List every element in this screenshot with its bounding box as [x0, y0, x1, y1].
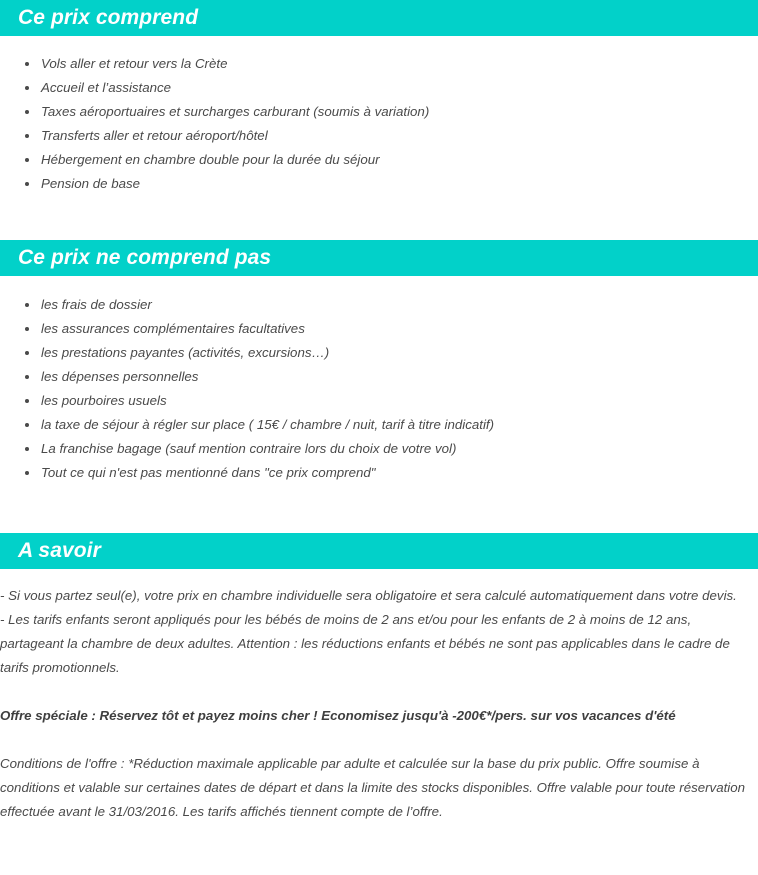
section-title-not-included: Ce prix ne comprend pas [18, 246, 272, 269]
special-offer-text: Offre spéciale : Réservez tôt et payez moins cher ! Economisez jusqu'à -200€*/pers. sur vos vacances d'été [0, 708, 676, 723]
note-single-traveller: - Si vous partez seul(e), votre prix en chambre individuelle sera obligatoire et sera calculé automatiquement dans votre devis. [0, 588, 737, 603]
paragraph-spacer [0, 680, 758, 704]
section-header-not-included [0, 240, 758, 276]
list-item: les frais de dossier [0, 293, 758, 317]
list-item: Vols aller et retour vers la Crète [0, 52, 758, 76]
list-item: Taxes aéroportuaires et surcharges carburant (soumis à variation) [0, 100, 758, 124]
list-item: les prestations payantes (activités, excursions…) [0, 341, 758, 365]
list-item: Transferts aller et retour aéroport/hôtel [0, 124, 758, 148]
list-item: Accueil et l’assistance [0, 76, 758, 100]
not-included-items-list [0, 276, 758, 485]
list-item: les dépenses personnelles [0, 365, 758, 389]
list-item: Pension de base [0, 172, 758, 196]
good-to-know-body [0, 569, 758, 824]
list-item: les pourboires usuels [0, 389, 758, 413]
offer-conditions-text: Conditions de l'offre : *Réduction maximale applicable par adulte et calculée sur la base du prix public. Offre soumise à conditions et valable sur certaines dates de départ et dans la limite des stocks disponibles. Offre valable pour toute réservation effectuée avant le 31/03/2016. Les tarifs affichés tiennent compte de l’offre. [0, 756, 746, 819]
section-title-good-to-know: A savoir [18, 539, 101, 562]
list-item: Tout ce qui n'est pas mentionné dans "ce prix comprend" [0, 461, 758, 485]
paragraph-spacer [0, 728, 758, 752]
list-item: la taxe de séjour à régler sur place ( 15€ / chambre / nuit, tarif à titre indicatif) [0, 413, 758, 437]
section-title-included: Ce prix comprend [18, 6, 199, 29]
included-items-list [0, 36, 758, 196]
list-item: La franchise bagage (sauf mention contraire lors du choix de votre vol) [0, 437, 758, 461]
section-header-included [0, 0, 758, 36]
note-children-rates: - Les tarifs enfants seront appliqués pour les bébés de moins de 2 ans et/ou pour les enfants de 2 à moins de 12 ans, partageant la chambre de deux adultes. Attention : les réductions enfants et bébés ne sont pas applicables dans le cadre de tarifs promotionnels. [0, 612, 730, 675]
list-item: les assurances complémentaires facultatives [0, 317, 758, 341]
section-spacer [0, 196, 758, 240]
section-spacer [0, 485, 758, 533]
list-item: Hébergement en chambre double pour la durée du séjour [0, 148, 758, 172]
section-header-good-to-know [0, 533, 758, 569]
